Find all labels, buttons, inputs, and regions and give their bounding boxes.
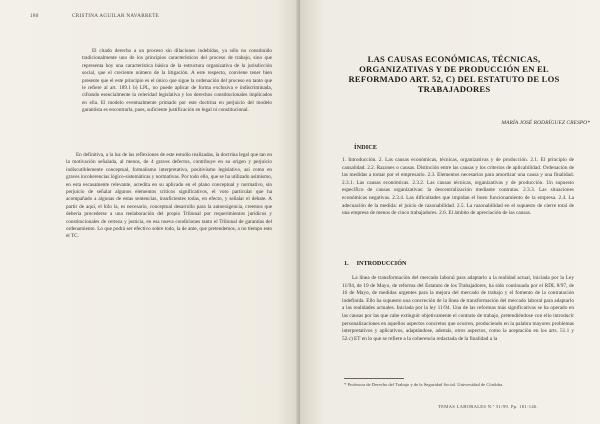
author-name: MARÍA JOSÉ RODRÍGUEZ CRESPO* (501, 120, 590, 126)
page-number: 180 (30, 13, 39, 19)
paragraph-text: La línea de transformación del mercado laboral para adaptarlo a la realidad actual, iniciada por la Ley 11/94, de 19 de Mayo, de reforma del Estatuto de los Trabajadores, ha sido continuada por el RDL 8/97, de 16 de Mayo, de medidas urgentes para la mejora del mercado de trabajo y el fomento de la contratación indefinida. Ello ha supuesto una concreción de la línea de transformación del mercado laboral para adaptarlo a las realidades actuales. Iniciada por la ley 11/94. Una de las reformas más significativas se ha operado en las causas por las que cabe extinguir objetivamente el contrato de trabajo, pretendiéndose con ello introducir personalizaciones en aquellos aspectos concretos que ocurren, produciendo en la palabra mayores problemas interpretativos y aplicativos, adaptándose, además, otros aspectos, como la aceptación en los arts. 51.1 y 52.c) ET en lo que se refiere a la coherencia redactada de la finalidad a la (342, 275, 574, 342)
section-number: 1. (344, 260, 349, 267)
left-paragraph-1 (82, 48, 272, 115)
body-text (342, 275, 574, 343)
footnote-rule (344, 378, 404, 379)
section-heading (344, 260, 407, 267)
running-title: CRISTINA AGUILAR NAVARRETE (72, 13, 160, 19)
index-heading: ÍNDICE (354, 144, 378, 151)
journal-citation: TEMAS LABORALES N.º 51/99. Pp. 181-146. (438, 404, 539, 409)
article-title: LAS CAUSAS ECONÓMICAS, TÉCNICAS, ORGANIZATIVAS Y DE PRODUCCIÓN EN EL REFORMADO ART. 52, C) DEL ESTATUTO DE LOS TRABAJADORES (348, 54, 560, 94)
paragraph-text: En definitiva, a la luz de las reflexiones de este estudio realizadas, la doctrina legal que tan en la motivación señalada, al menos, de 4 graves defectos, contribuye en su origen y perjuicio indiscutiblemente conceptual, formalismo interpretativo, positivismo legislativo, así como en graves incoherencias lógico-sistemáticas y normativas. Por todo ello, que se ha utilizado asimismo, en esta escasamente relevante, acredita en su aplicado en el plano conceptual y normativo, sin perjuicio de señalar algunos elementos críticos significativos, el voto particular que ha acompañado a algunas de estas sentencias, insuficientes todas, en efecto, y señalar el debate. A partir de aquí, el hilo la, es necesario, conceptual desarrollo para la autoexigencia, creemos que debería procederse a una reelaboración del propio Tribunal por requerimientos jurídicos y constitucionales de certeza y justicia, en esa nueva condiciones tanto el Tribunal de garantías del ordenamiento. Lo que podrá ser efectivo sobre todo, la de ante, que pretendemos, a no tiempo esto el TC. (66, 152, 272, 240)
left-paragraph-2 (66, 152, 272, 241)
index-content: 1. Introducción. 2. Las causas económicas, técnicas, organizativas y de producción. 2.1. El principio de causalidad. 2.2. Razones o causas. Distinción entre las causas y los criterios de aplicabilidad. Ordenación de las medidas a tomar por el empresario. 2.3. Elementos necesarios para amortizar una causa y una finalidad. 2.3.1. Las causas económicas. 2.3.2. Las causas técnicas, organizativas y de producción. Un supuesto específico de causas organizativas: la descentralización mediante contratas. 2.3.3. Las situaciones económicas negativas. 2.3.4. Las dificultades que impidan el buen funcionamiento de la empresa. 2.4. La adecuación de la medida: el juicio de razonabilidad. 2.5. La razonabilidad en el supuesto de cierre total de una empresa de menos de cinco trabajadores. 2.6. El ámbito de apreciación de las causas. (342, 157, 574, 217)
section-title: INTRODUCCIÓN (356, 260, 407, 267)
footnote: * Profesora de Derecho del Trabajo y de la Seguridad Social. Universidad de Córdoba. (344, 382, 504, 387)
paragraph-text: El citado derecho a un proceso sin dilaciones indebidas, ya sólo no constituido tradicionalmente uno de los principios característicos del proceso de trabajo, sino que representa hoy una característica básica de la estructura organizativa de la jurisdicción social, que el creciente número de la litigación. A este respecto, conviene tener bien presente que el este principio es el único que sigue la ordenación del proceso en tanto que le refiere al art. 189.1 b) LPL, no puede aplicar de forma exclusiva e indiscriminada, cifrando esencialmente la celeridad legislativa y los derechos constitucionales implicados en ella. El modelo eventualmente primado por este doctrina en perjuicio del modelo garantista es encontrarla, pues, suficiente justificación en legal ni constitucional. (82, 48, 272, 114)
